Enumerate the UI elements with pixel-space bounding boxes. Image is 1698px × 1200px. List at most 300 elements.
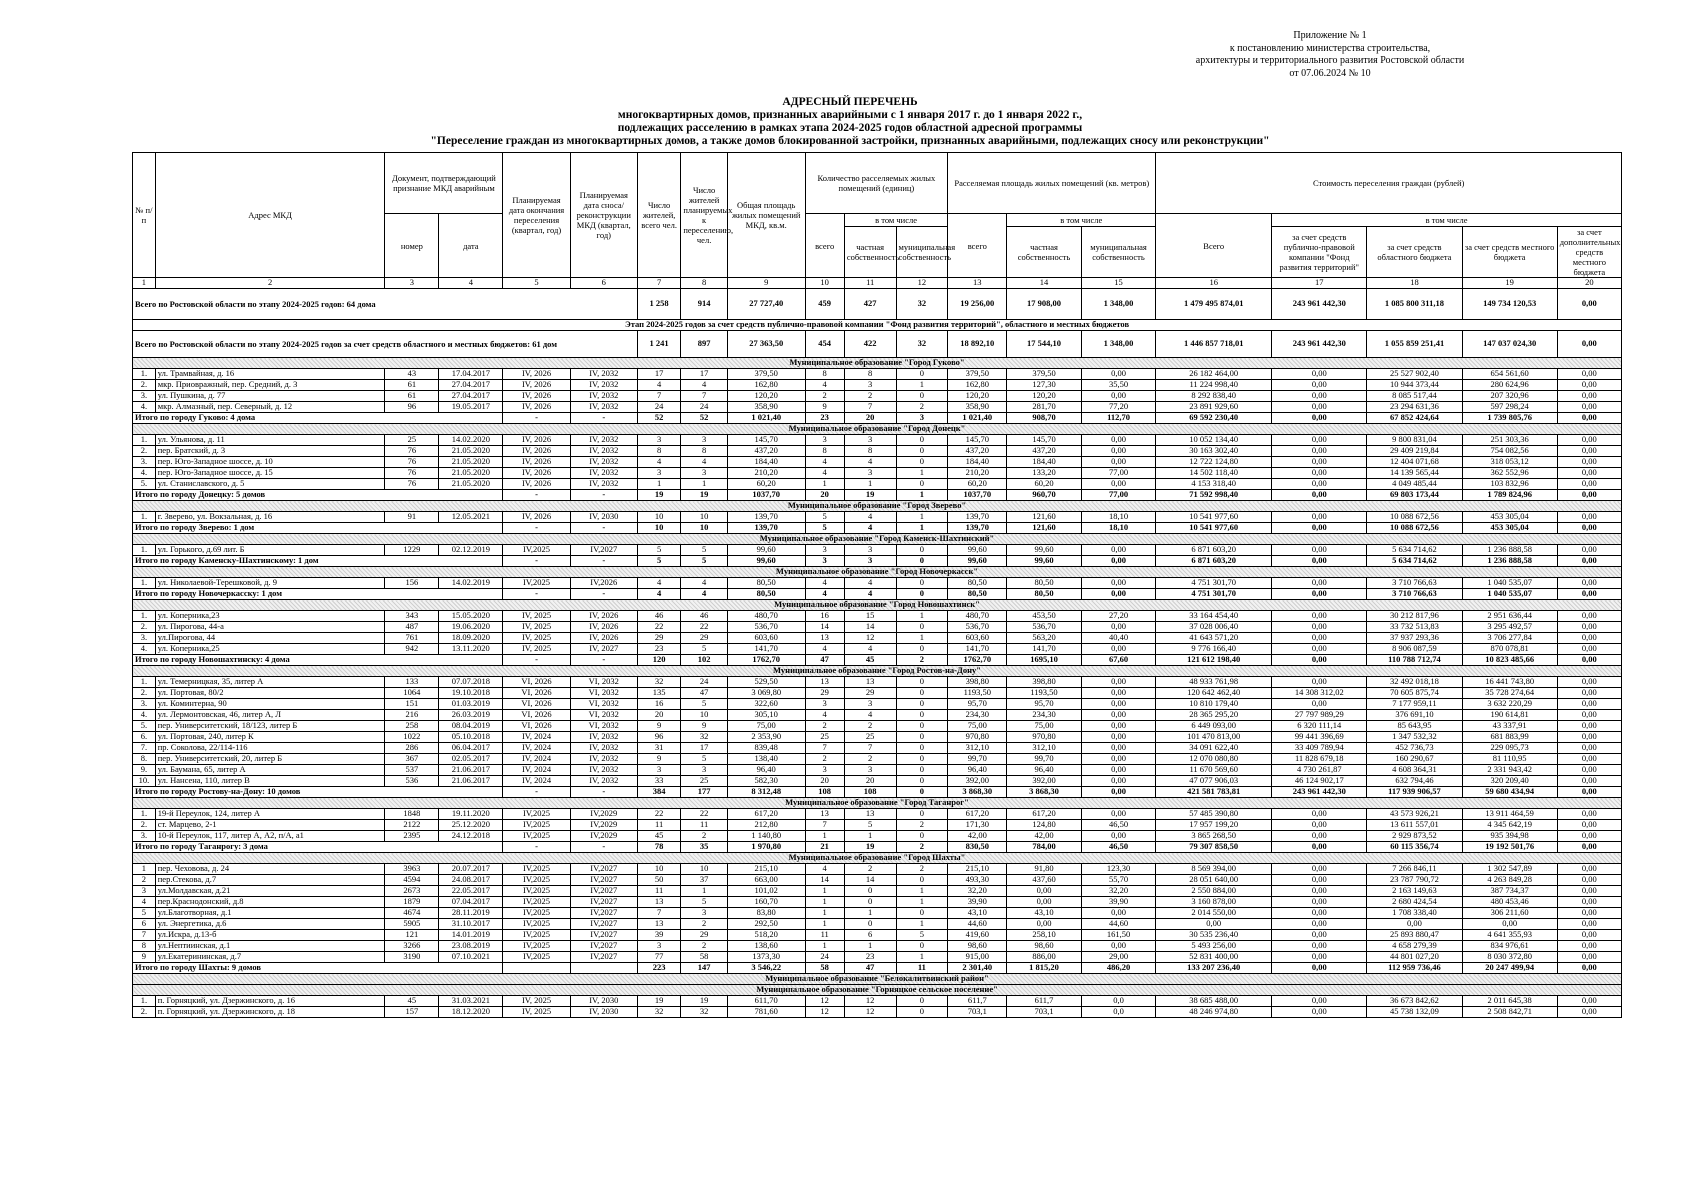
municipality-name: Муниципальное образование "Город Таганрог" [133,798,1622,809]
table-cell: 161,50 [1081,930,1156,941]
table-cell: 1. [133,809,156,820]
table-cell: VI, 2032 [570,699,637,710]
col-total-area-header: Общая площадь жилых помещений МКД, кв.м. [727,153,805,278]
table-cell: 21.06.2017 [439,765,503,776]
table-cell: 101 470 813,00 [1156,732,1272,743]
table-cell: 31.10.2017 [439,919,503,930]
table-cell: 33 409 789,94 [1272,743,1367,754]
municipality-total-value: 133 207 236,40 [1156,963,1272,974]
table-cell: 0,00 [1272,1007,1367,1018]
municipality-total-value: 1 236 888,58 [1462,556,1557,567]
table-cell: 970,80 [948,732,1007,743]
table-cell: 5 [681,644,728,655]
table-cell: 02.05.2017 [439,754,503,765]
municipality-total-value: 99,60 [948,556,1007,567]
grand-total-value: 1 258 [637,289,680,320]
table-cell: 4 [681,457,728,468]
table-cell: 43 573 926,21 [1367,809,1462,820]
municipality-total-value: 0 [896,589,948,600]
table-cell: 0,00 [1272,996,1367,1007]
table-cell: 2 929 873,52 [1367,831,1462,842]
table-cell: 4 [805,578,844,589]
table-cell: 120 642 462,40 [1156,688,1272,699]
table-cell: 2. [133,688,156,699]
municipality-total-row [133,556,1622,567]
column-number-cell: 11 [844,278,896,289]
table-cell: 3 295 492,57 [1462,622,1557,633]
table-cell: 2 331 943,42 [1462,765,1557,776]
table-cell: 234,30 [1007,710,1082,721]
table-cell: 6 [133,919,156,930]
table-cell: 611,7 [1007,996,1082,1007]
address-cell: мкр. Приовражный, пер. Средний, д. 3 [155,380,385,391]
municipality-header-row [133,358,1622,369]
municipality-total-value: 60 115 356,74 [1367,842,1462,853]
table-cell: 96 [385,402,439,413]
table-cell: 281,70 [1007,402,1082,413]
table-row [133,941,1622,952]
table-cell: 0,00 [1557,875,1621,886]
table-cell: 12 [805,996,844,1007]
municipality-total-value: 0,00 [1557,655,1621,666]
grand-total-value: 427 [844,289,896,320]
table-cell: 0,00 [1272,479,1367,490]
table-cell: 5 [133,908,156,919]
municipality-total-label: Итого по городу Новочеркасску: 1 дом [133,589,503,600]
municipality-total-value: 2 301,40 [948,963,1007,974]
table-row [133,875,1622,886]
table-cell: 0,00 [1156,919,1272,930]
table-cell: 0,00 [1272,545,1367,556]
table-cell: 2395 [385,831,439,842]
table-cell: 0,00 [1272,611,1367,622]
table-cell: 0,00 [1272,820,1367,831]
table-row [133,765,1622,776]
col-cost-local-header: за счет средств местного бюджета [1462,227,1557,278]
column-number-cell: 19 [1462,278,1557,289]
table-cell: IV, 2026 [503,479,570,490]
table-cell: 362 552,96 [1462,468,1557,479]
table-cell: 34 091 622,40 [1156,743,1272,754]
municipality-total-value: 4 [681,589,728,600]
table-row [133,908,1622,919]
address-cell: ул. Коминтерна, 90 [155,699,385,710]
table-cell: 0,00 [1081,831,1156,842]
table-cell: 4 [844,512,896,523]
table-cell: IV, 2026 [503,435,570,446]
table-cell: 0 [896,754,948,765]
settlement-header-row [133,985,1622,996]
table-cell: 46 [637,611,680,622]
table-row [133,743,1622,754]
table-cell: IV,2029 [570,820,637,831]
table-cell: 33 732 513,83 [1367,622,1462,633]
municipality-total-value: 0,00 [1272,556,1367,567]
table-cell: 8 [133,941,156,952]
col-area-header: Расселяемая площадь жилых помещений (кв. метров) [948,153,1156,214]
table-cell: 8 085 517,44 [1367,391,1462,402]
table-cell: 9 [637,721,680,732]
table-cell: 0,00 [1081,578,1156,589]
table-cell: 43,10 [948,908,1007,919]
municipality-total-value: 0,00 [1557,490,1621,501]
table-cell: 46,50 [1081,820,1156,831]
table-cell: 493,30 [948,875,1007,886]
table-cell: 1 [805,897,844,908]
table-cell: 453 305,04 [1462,512,1557,523]
table-cell: 3 865 268,50 [1156,831,1272,842]
table-cell: 4 [844,710,896,721]
column-number-cell: 10 [805,278,844,289]
table-cell: 3. [133,699,156,710]
table-cell: 14 139 565,44 [1367,468,1462,479]
table-cell: 0,00 [1272,930,1367,941]
table-cell: 4674 [385,908,439,919]
grand-total-value: 0,00 [1557,289,1621,320]
table-cell: 603,60 [948,633,1007,644]
table-cell: 681 883,99 [1462,732,1557,743]
municipality-total-value: - [503,655,570,666]
table-cell: 139,70 [727,512,805,523]
grand-total-value: 243 961 442,30 [1272,289,1367,320]
table-cell: 44,60 [1081,919,1156,930]
table-cell: 0 [896,479,948,490]
table-cell: 14 [844,875,896,886]
table-cell: 2 011 645,38 [1462,996,1557,1007]
table-cell: 0,00 [1557,545,1621,556]
table-cell: 4 [805,380,844,391]
table-cell: 7. [133,743,156,754]
table-row [133,930,1622,941]
table-cell: IV, 2025 [503,1007,570,1018]
table-cell: 839,48 [727,743,805,754]
column-numbers-row [133,278,1622,289]
table-cell: 1 [896,633,948,644]
municipality-total-value [503,963,570,974]
municipality-total-value: 1 040 535,07 [1462,589,1557,600]
municipality-total-value: 0,00 [1081,787,1156,798]
table-cell: IV,2025 [503,952,570,963]
table-cell: 24.12.2018 [439,831,503,842]
column-number-cell: 14 [1007,278,1082,289]
table-cell: 0,00 [1557,831,1621,842]
municipality-total-value: 3 546,22 [727,963,805,974]
table-cell: 76 [385,446,439,457]
municipality-total-value: 10 541 977,60 [1156,523,1272,534]
table-cell: 1 [681,479,728,490]
table-cell: 60,20 [948,479,1007,490]
table-cell: 2 [844,864,896,875]
table-cell: 01.03.2019 [439,699,503,710]
table-row [133,776,1622,787]
table-cell: 0,00 [1557,864,1621,875]
col-cost-regional-header: за счет средств областного бюджета [1367,227,1462,278]
table-cell: IV, 2030 [570,512,637,523]
table-cell: 124,80 [1007,820,1082,831]
table-cell: 3. [133,831,156,842]
table-cell: 120,20 [727,391,805,402]
table-cell: 0,00 [1557,369,1621,380]
table-cell: 81 110,95 [1462,754,1557,765]
table-cell: 0,00 [1557,952,1621,963]
table-cell: 37 028 006,40 [1156,622,1272,633]
table-cell: 35,50 [1081,380,1156,391]
table-cell: 13 [805,809,844,820]
table-cell: IV,2029 [570,809,637,820]
table-cell: 886,00 [1007,952,1082,963]
table-cell: 251 303,36 [1462,435,1557,446]
table-cell: 286 [385,743,439,754]
table-cell: 216 [385,710,439,721]
table-row [133,644,1622,655]
table-cell: IV,2027 [570,908,637,919]
table-cell: 0,00 [1557,820,1621,831]
table-cell: 24 [681,677,728,688]
table-cell: IV,2025 [503,831,570,842]
table-cell: 0,00 [1081,721,1156,732]
table-cell: 3 [681,908,728,919]
table-cell: VI, 2032 [570,677,637,688]
table-cell: 27.04.2017 [439,391,503,402]
table-cell: 376 691,10 [1367,710,1462,721]
table-cell: 10 [681,710,728,721]
table-cell: 617,20 [727,809,805,820]
municipality-total-value: 1695,10 [1007,655,1082,666]
table-cell: 45 [385,996,439,1007]
stage-total-value: 18 892,10 [948,331,1007,358]
table-cell: 23 [844,952,896,963]
table-cell: 11 [637,886,680,897]
table-cell: 30 212 817,96 [1367,611,1462,622]
municipality-total-value: 384 [637,787,680,798]
table-cell: 12 404 071,68 [1367,457,1462,468]
grand-total-label: Всего по Ростовской области по этапу 2024-2025 годов: 64 дома [133,289,638,320]
table-cell: IV, 2030 [570,1007,637,1018]
stage-total-row [133,331,1622,358]
table-cell: 480,70 [948,611,1007,622]
grand-total-value: 19 256,00 [948,289,1007,320]
table-cell: 2 [681,831,728,842]
table-row [133,919,1622,930]
municipality-total-value: 1762,70 [948,655,1007,666]
table-cell: 44,60 [948,919,1007,930]
municipality-total-value: 3 868,30 [1007,787,1082,798]
col-doc-num-header: номер [385,214,439,278]
table-cell: 184,40 [727,457,805,468]
column-number-cell: 6 [570,278,637,289]
municipality-total-value: 19 [844,842,896,853]
table-cell: 4 [681,380,728,391]
table-cell: 0,00 [1081,754,1156,765]
table-cell: IV, 2032 [570,391,637,402]
table-cell: 0,00 [1081,435,1156,446]
municipality-total-value: 784,00 [1007,842,1082,853]
table-cell: 96,40 [1007,765,1082,776]
table-cell: 30 535 236,40 [1156,930,1272,941]
column-number-cell: 13 [948,278,1007,289]
table-cell: IV, 2032 [570,732,637,743]
table-cell: IV, 2030 [570,996,637,1007]
municipality-total-label: Итого по городу Каменску-Шахтинскому: 1 дом [133,556,503,567]
table-cell: 1 [133,864,156,875]
table-cell: 4 [681,578,728,589]
table-cell: 0 [896,457,948,468]
municipality-total-value: 10 [637,523,680,534]
column-number-cell: 4 [439,278,503,289]
table-cell: 7 [637,391,680,402]
column-number-cell: 15 [1081,278,1156,289]
table-cell: 0 [896,721,948,732]
municipality-total-row [133,589,1622,600]
col-cost-total-header: Всего [1156,214,1272,278]
table-cell: 1 [805,941,844,952]
table-cell: 4 751 301,70 [1156,578,1272,589]
address-register-table [132,152,1622,1018]
table-cell: 611,7 [948,996,1007,1007]
table-cell: 07.07.2018 [439,677,503,688]
table-cell: 48 933 761,98 [1156,677,1272,688]
table-cell: IV, 2032 [570,402,637,413]
table-row [133,633,1622,644]
table-cell: 437,20 [1007,446,1082,457]
municipality-name: Муниципальное образование "Город Ростов-на-Дону" [133,666,1622,677]
municipality-total-value: 1 [896,523,948,534]
municipality-name: Муниципальное образование "Город Гуково" [133,358,1622,369]
table-cell: 3 069,80 [727,688,805,699]
table-cell: 0,00 [1081,479,1156,490]
col-area-incl-header: в том числе [1007,214,1156,227]
table-cell: 26 182 464,00 [1156,369,1272,380]
table-cell: 55,70 [1081,875,1156,886]
col-planned-end-header: Планируемая дата окончания переселения (квартал, год) [503,153,570,278]
table-cell: IV, 2032 [570,369,637,380]
table-cell: 99,60 [948,545,1007,556]
table-cell: 0,00 [1557,710,1621,721]
table-cell: 4 [637,380,680,391]
stage-total-value: 1 446 857 718,01 [1156,331,1272,358]
address-cell: ул. Темерницкая, 35, литер А [155,677,385,688]
municipality-total-value: 1 739 805,76 [1462,413,1557,424]
municipality-total-row [133,842,1622,853]
table-cell: 24 [805,952,844,963]
table-row [133,479,1622,490]
table-cell: 0,00 [1557,919,1621,930]
municipality-total-value: 1 [896,490,948,501]
table-cell: 75,00 [1007,721,1082,732]
table-cell: 10. [133,776,156,787]
address-cell: ул. Нансена, 110, литер В [155,776,385,787]
table-cell: 358,90 [948,402,1007,413]
table-cell: 0,00 [1081,622,1156,633]
municipality-total-value: 71 592 998,40 [1156,490,1272,501]
municipality-total-value: 19 [844,490,896,501]
table-cell: 75,00 [948,721,1007,732]
table-cell: 99,70 [1007,754,1082,765]
municipality-total-value: 1037,70 [948,490,1007,501]
table-cell: IV, 2032 [570,380,637,391]
table-cell: 0,00 [1272,941,1367,952]
table-cell: 77,20 [1081,402,1156,413]
table-cell: 8 906 087,59 [1367,644,1462,655]
table-cell: 76 [385,479,439,490]
table-cell: 1. [133,611,156,622]
table-cell: 123,30 [1081,864,1156,875]
table-cell: 30 163 302,40 [1156,446,1272,457]
table-cell: 121,60 [1007,512,1082,523]
table-cell: 2 [896,864,948,875]
address-cell: пер. Юго-Западное шоссе, д. 10 [155,457,385,468]
table-cell: 190 614,81 [1462,710,1557,721]
table-cell: 184,40 [1007,457,1082,468]
address-cell: ул. Портовая, 240, литер К [155,732,385,743]
table-cell: 3 [681,435,728,446]
municipality-header-row [133,534,1622,545]
table-cell: 32 [637,1007,680,1018]
table-cell: 25 [681,776,728,787]
table-cell: 3 [805,765,844,776]
municipality-total-value: 1 815,20 [1007,963,1082,974]
table-row [133,369,1622,380]
table-cell: 25 [844,732,896,743]
table-cell: 48 246 974,80 [1156,1007,1272,1018]
table-row [133,754,1622,765]
table-cell: 4. [133,644,156,655]
table-cell: 99,60 [727,545,805,556]
table-cell: 392,00 [1007,776,1082,787]
table-cell: 75,00 [727,721,805,732]
municipality-total-value: 19 192 501,76 [1462,842,1557,853]
table-cell: 392,00 [948,776,1007,787]
table-cell: 0,00 [1272,864,1367,875]
municipality-total-value: 47 [805,655,844,666]
table-cell: 0 [896,677,948,688]
municipality-total-value: - [570,413,637,424]
table-row [133,699,1622,710]
col-units-total-header: всего [805,214,844,278]
grand-total-value: 32 [896,289,948,320]
table-cell: IV, 2025 [503,622,570,633]
table-cell: 29 [844,688,896,699]
table-cell: 0,00 [1272,380,1367,391]
table-cell: IV,2027 [570,930,637,941]
municipality-total-value: 3 868,30 [948,787,1007,798]
table-cell: 0 [896,996,948,1007]
municipality-total-value: 147 [681,963,728,974]
table-cell: 0,00 [1272,457,1367,468]
address-cell: ул. Станиславского, д. 5 [155,479,385,490]
municipality-header-row [133,666,1622,677]
municipality-total-value: - [503,787,570,798]
table-cell: 0,00 [1081,677,1156,688]
col-planned-residents-header: Число жителей планируемых к переселению, чел. [681,153,728,278]
address-cell: ст. Марцево, 2-1 [155,820,385,831]
table-cell: 22 [681,809,728,820]
table-cell: IV, 2032 [570,754,637,765]
table-cell: 487 [385,622,439,633]
table-cell: 1. [133,512,156,523]
municipality-total-value: 3 710 766,63 [1367,589,1462,600]
table-cell: 95,70 [1007,699,1082,710]
table-cell: IV,2027 [570,875,637,886]
municipality-total-value: 139,70 [948,523,1007,534]
table-cell: 5 [896,930,948,941]
table-cell: 21.05.2020 [439,479,503,490]
table-cell: 3. [133,633,156,644]
municipality-total-value: 19 [637,490,680,501]
table-cell: 10 [637,864,680,875]
municipality-total-label: Итого по городу Донецку: 5 домов [133,490,503,501]
table-cell: 19.06.2020 [439,622,503,633]
